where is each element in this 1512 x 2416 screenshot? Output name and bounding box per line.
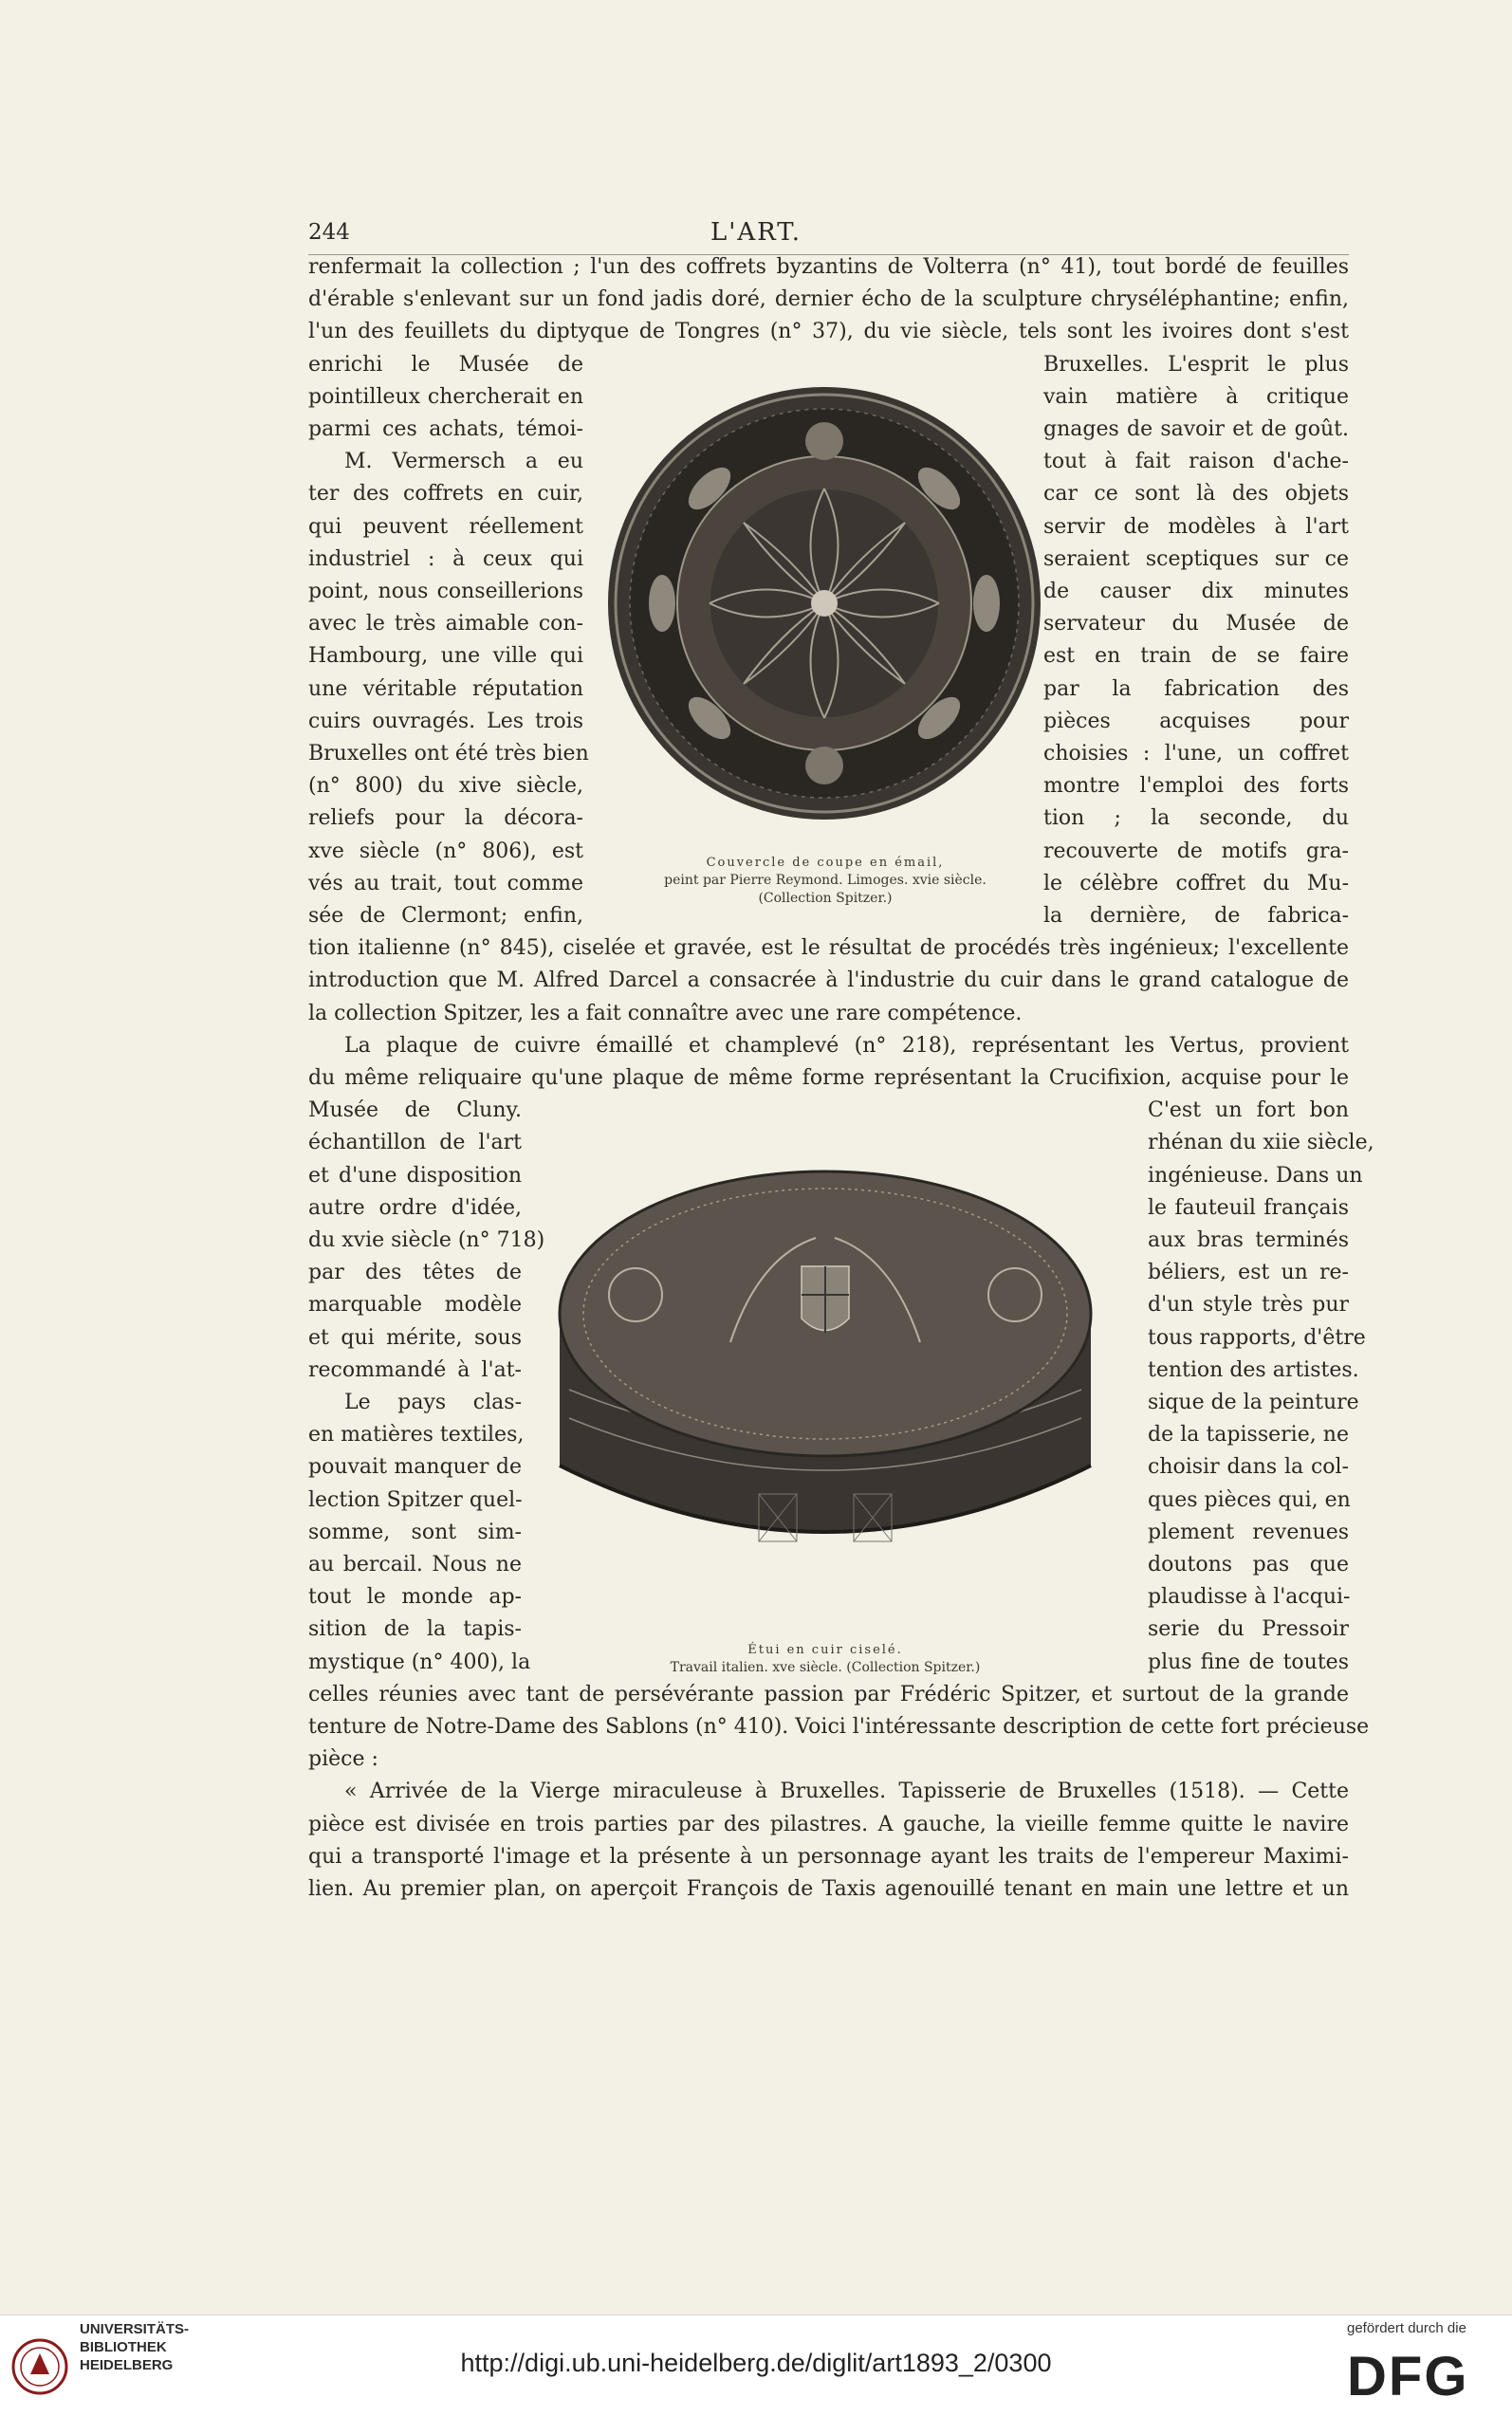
figure1-caption-line3: (Collection Spitzer.) xyxy=(758,891,893,906)
text-line: plaudisse à l'acqui- xyxy=(1148,1585,1351,1610)
text-line: M. Vermersch a eu xyxy=(344,450,583,474)
text-line: en matières textiles, xyxy=(308,1423,525,1448)
text-line: une véritable réputation xyxy=(308,676,583,701)
page-number: 244 xyxy=(308,220,350,245)
text-line: vain matière à critique xyxy=(1043,384,1349,409)
text-line: Musée de Cluny. xyxy=(308,1098,522,1123)
text-line: (n° 800) du xive siècle, xyxy=(308,774,583,799)
text-line: et d'une disposition xyxy=(308,1163,522,1188)
text-line: cuirs ouvragés. Les trois xyxy=(308,709,583,733)
text-line: échantillon de l'art xyxy=(308,1131,522,1155)
text-line: tion italienne (n° 845), ciselée et gravée, est le résultat de procédés très ingénieux; l'excellente xyxy=(308,936,1349,961)
text-line: pouvait manquer de xyxy=(308,1455,522,1480)
page-title: L'ART. xyxy=(710,218,802,247)
text-line: d'érable s'enlevant sur un fond jadis doré, dernier écho de la sculpture chryséléphantine; enfin, xyxy=(308,287,1349,312)
text-line: introduction que M. Alfred Darcel a consacrée à l'industrie du cuir dans le grand catalogue de xyxy=(308,968,1349,993)
text-line: de la tapisserie, ne xyxy=(1148,1423,1349,1448)
text-line: par la fabrication des xyxy=(1043,676,1349,701)
text-line: xve siècle (n° 806), est xyxy=(308,839,583,863)
text-line: pièces acquises pour xyxy=(1043,709,1349,733)
text-line: d'un style très pur xyxy=(1148,1293,1349,1318)
text-line: parmi ces achats, témoi- xyxy=(308,417,583,441)
text-line: industriel : à ceux qui xyxy=(308,546,583,571)
text-line: avec le très aimable con- xyxy=(308,612,583,636)
text-line: montre l'emploi des forts xyxy=(1043,774,1349,799)
text-line: aux bras terminés xyxy=(1148,1228,1349,1252)
text-line: tous rapports, d'être xyxy=(1148,1325,1366,1350)
text-line: tenture de Notre-Dame des Sablons (n° 410). Voici l'intéressante description de cette fort précieuse xyxy=(308,1715,1370,1739)
text-line: qui peuvent réellement xyxy=(308,514,583,539)
text-line: lien. Au premier plan, on aperçoit François de Taxis agenouillé tenant en main une lettre et un xyxy=(308,1877,1349,1901)
text-line: ter des coffrets en cuir, xyxy=(308,482,583,507)
text-line: recouverte de motifs gra- xyxy=(1043,839,1349,863)
text-line: au bercail. Nous ne xyxy=(308,1553,522,1577)
text-line: tout le monde ap- xyxy=(308,1585,522,1610)
text-line: choisir dans la col- xyxy=(1148,1455,1349,1480)
text-line: le fauteuil français xyxy=(1148,1195,1349,1220)
text-line: tout à fait raison d'ache- xyxy=(1043,450,1349,474)
figure2-caption-line2: Travail italien. xve siècle. (Collection Spitzer.) xyxy=(670,1660,981,1675)
text-line: par des têtes de xyxy=(308,1261,522,1285)
text-line: Le pays clas- xyxy=(344,1391,522,1414)
text-line: choisies : l'une, un coffret xyxy=(1043,742,1349,765)
text-line: rhénan du xiie siècle, xyxy=(1148,1131,1374,1155)
text-line: pointilleux chercherait en xyxy=(308,384,583,409)
text-line: C'est un fort bon xyxy=(1148,1098,1349,1123)
text-line: mystique (n° 400), la xyxy=(308,1650,531,1674)
text-line: seraient sceptiques sur ce xyxy=(1043,546,1349,571)
text-line: la collection Spitzer, les a fait connaître avec une rare compétence. xyxy=(308,1001,1023,1025)
text-line: sition de la tapis- xyxy=(308,1617,522,1642)
text-line: doutons pas que xyxy=(1148,1553,1349,1577)
text-line: marquable modèle xyxy=(308,1293,522,1318)
text-line: enrichi le Musée de xyxy=(308,352,583,377)
figure1-caption xyxy=(607,854,1043,908)
text-line: lection Spitzer quel- xyxy=(308,1487,523,1512)
text-line: le célèbre coffret du Mu- xyxy=(1043,871,1349,895)
text-line: renfermait la collection ; l'un des coffrets byzantins de Volterra (n° 41), tout bordé de feuilles xyxy=(308,255,1349,279)
text-line: « Arrivée de la Vierge miraculeuse à Bruxelles. Tapisserie de Bruxelles (1518). — Cette xyxy=(344,1780,1349,1804)
text-line: Bruxelles. L'esprit le plus xyxy=(1043,352,1349,377)
text-line: sique de la peinture xyxy=(1148,1391,1359,1414)
text-line: la dernière, de fabrica- xyxy=(1043,904,1349,928)
text-line: reliefs pour la décora- xyxy=(308,806,583,831)
text-line: tention des artistes. xyxy=(1148,1357,1359,1382)
text-line: vés au trait, tout comme xyxy=(308,871,583,895)
figure2-caption-title: Étui en cuir ciselé. xyxy=(747,1643,903,1657)
text-line: recommandé à l'at- xyxy=(308,1357,522,1382)
text-line: autre ordre d'idée, xyxy=(308,1195,522,1220)
text-line: La plaque de cuivre émaillé et champlevé (n° 218), représentant les Vertus, provient xyxy=(344,1033,1349,1058)
text-line: et qui mérite, sous xyxy=(308,1325,522,1350)
text-line: serie du Pressoir xyxy=(1148,1617,1349,1642)
text-line: point, nous conseillerions xyxy=(308,580,583,603)
text-line: du même reliquaire qu'une plaque de même forme représentant la Crucifixion, acquise pour le xyxy=(308,1066,1349,1090)
text-line: plement revenues xyxy=(1148,1520,1349,1544)
text-line: tion ; la seconde, du xyxy=(1043,806,1349,831)
text-line: béliers, est un re- xyxy=(1148,1261,1349,1285)
text-line: celles réunies avec tant de persévérante passion par Frédéric Spitzer, et surtout de la grande xyxy=(308,1682,1349,1706)
text-line: de causer dix minutes xyxy=(1043,580,1349,603)
text-line: l'un des feuillets du diptyque de Tongres (n° 37), du vie siècle, tels sont les ivoires dont s'est xyxy=(308,320,1349,344)
text-line: du xvie siècle (n° 718) xyxy=(308,1228,545,1252)
text-line: servateur du Musée de xyxy=(1043,612,1349,636)
figure1-caption-line2: peint par Pierre Reymond. Limoges. xvie siècle. xyxy=(664,873,986,888)
text-line: pièce : xyxy=(308,1747,378,1772)
figure1-caption-title: Couvercle de coupe en émail, xyxy=(706,856,945,870)
text-line: plus fine de toutes xyxy=(1148,1650,1349,1674)
library-line3: HEIDELBERG xyxy=(80,2357,174,2373)
text-line: sée de Clermont; enfin, xyxy=(308,904,583,928)
text-line: gnages de savoir et de goût. xyxy=(1043,417,1349,441)
text-line: est en train de se faire xyxy=(1043,644,1349,669)
dfg-logo: DFG xyxy=(1347,2346,1469,2407)
text-line: somme, sont sim- xyxy=(308,1520,522,1544)
library-line2: BIBLIOTHEK xyxy=(80,2339,167,2355)
library-line1: UNIVERSITÄTS- xyxy=(80,2321,190,2337)
sponsor-text: gefördert durch die xyxy=(1347,2320,1466,2336)
text-line: qui a transporté l'image et la présente à un personnage ayant les traits de l'empereur Maximi- xyxy=(308,1844,1349,1869)
text-line: pièce est divisée en trois parties par des pilastres. A gauche, la vieille femme quitte le navire xyxy=(308,1812,1349,1836)
text-line: ques pièces qui, en xyxy=(1148,1487,1351,1512)
figure2-caption xyxy=(607,1641,1043,1677)
text-line: Hambourg, une ville qui xyxy=(308,644,583,669)
text-line: ingénieuse. Dans un xyxy=(1148,1163,1363,1188)
text-line: Bruxelles ont été très bien xyxy=(308,742,589,765)
leather-case-figure xyxy=(531,1153,1119,1627)
text-line: car ce sont là des objets xyxy=(1043,482,1349,507)
text-line: servir de modèles à l'art xyxy=(1043,514,1349,539)
enamel-cup-lid-figure xyxy=(605,384,1043,822)
permalink-url[interactable]: http://digi.ub.uni-heidelberg.de/diglit/art1893_2/0300 xyxy=(460,2349,1052,2377)
